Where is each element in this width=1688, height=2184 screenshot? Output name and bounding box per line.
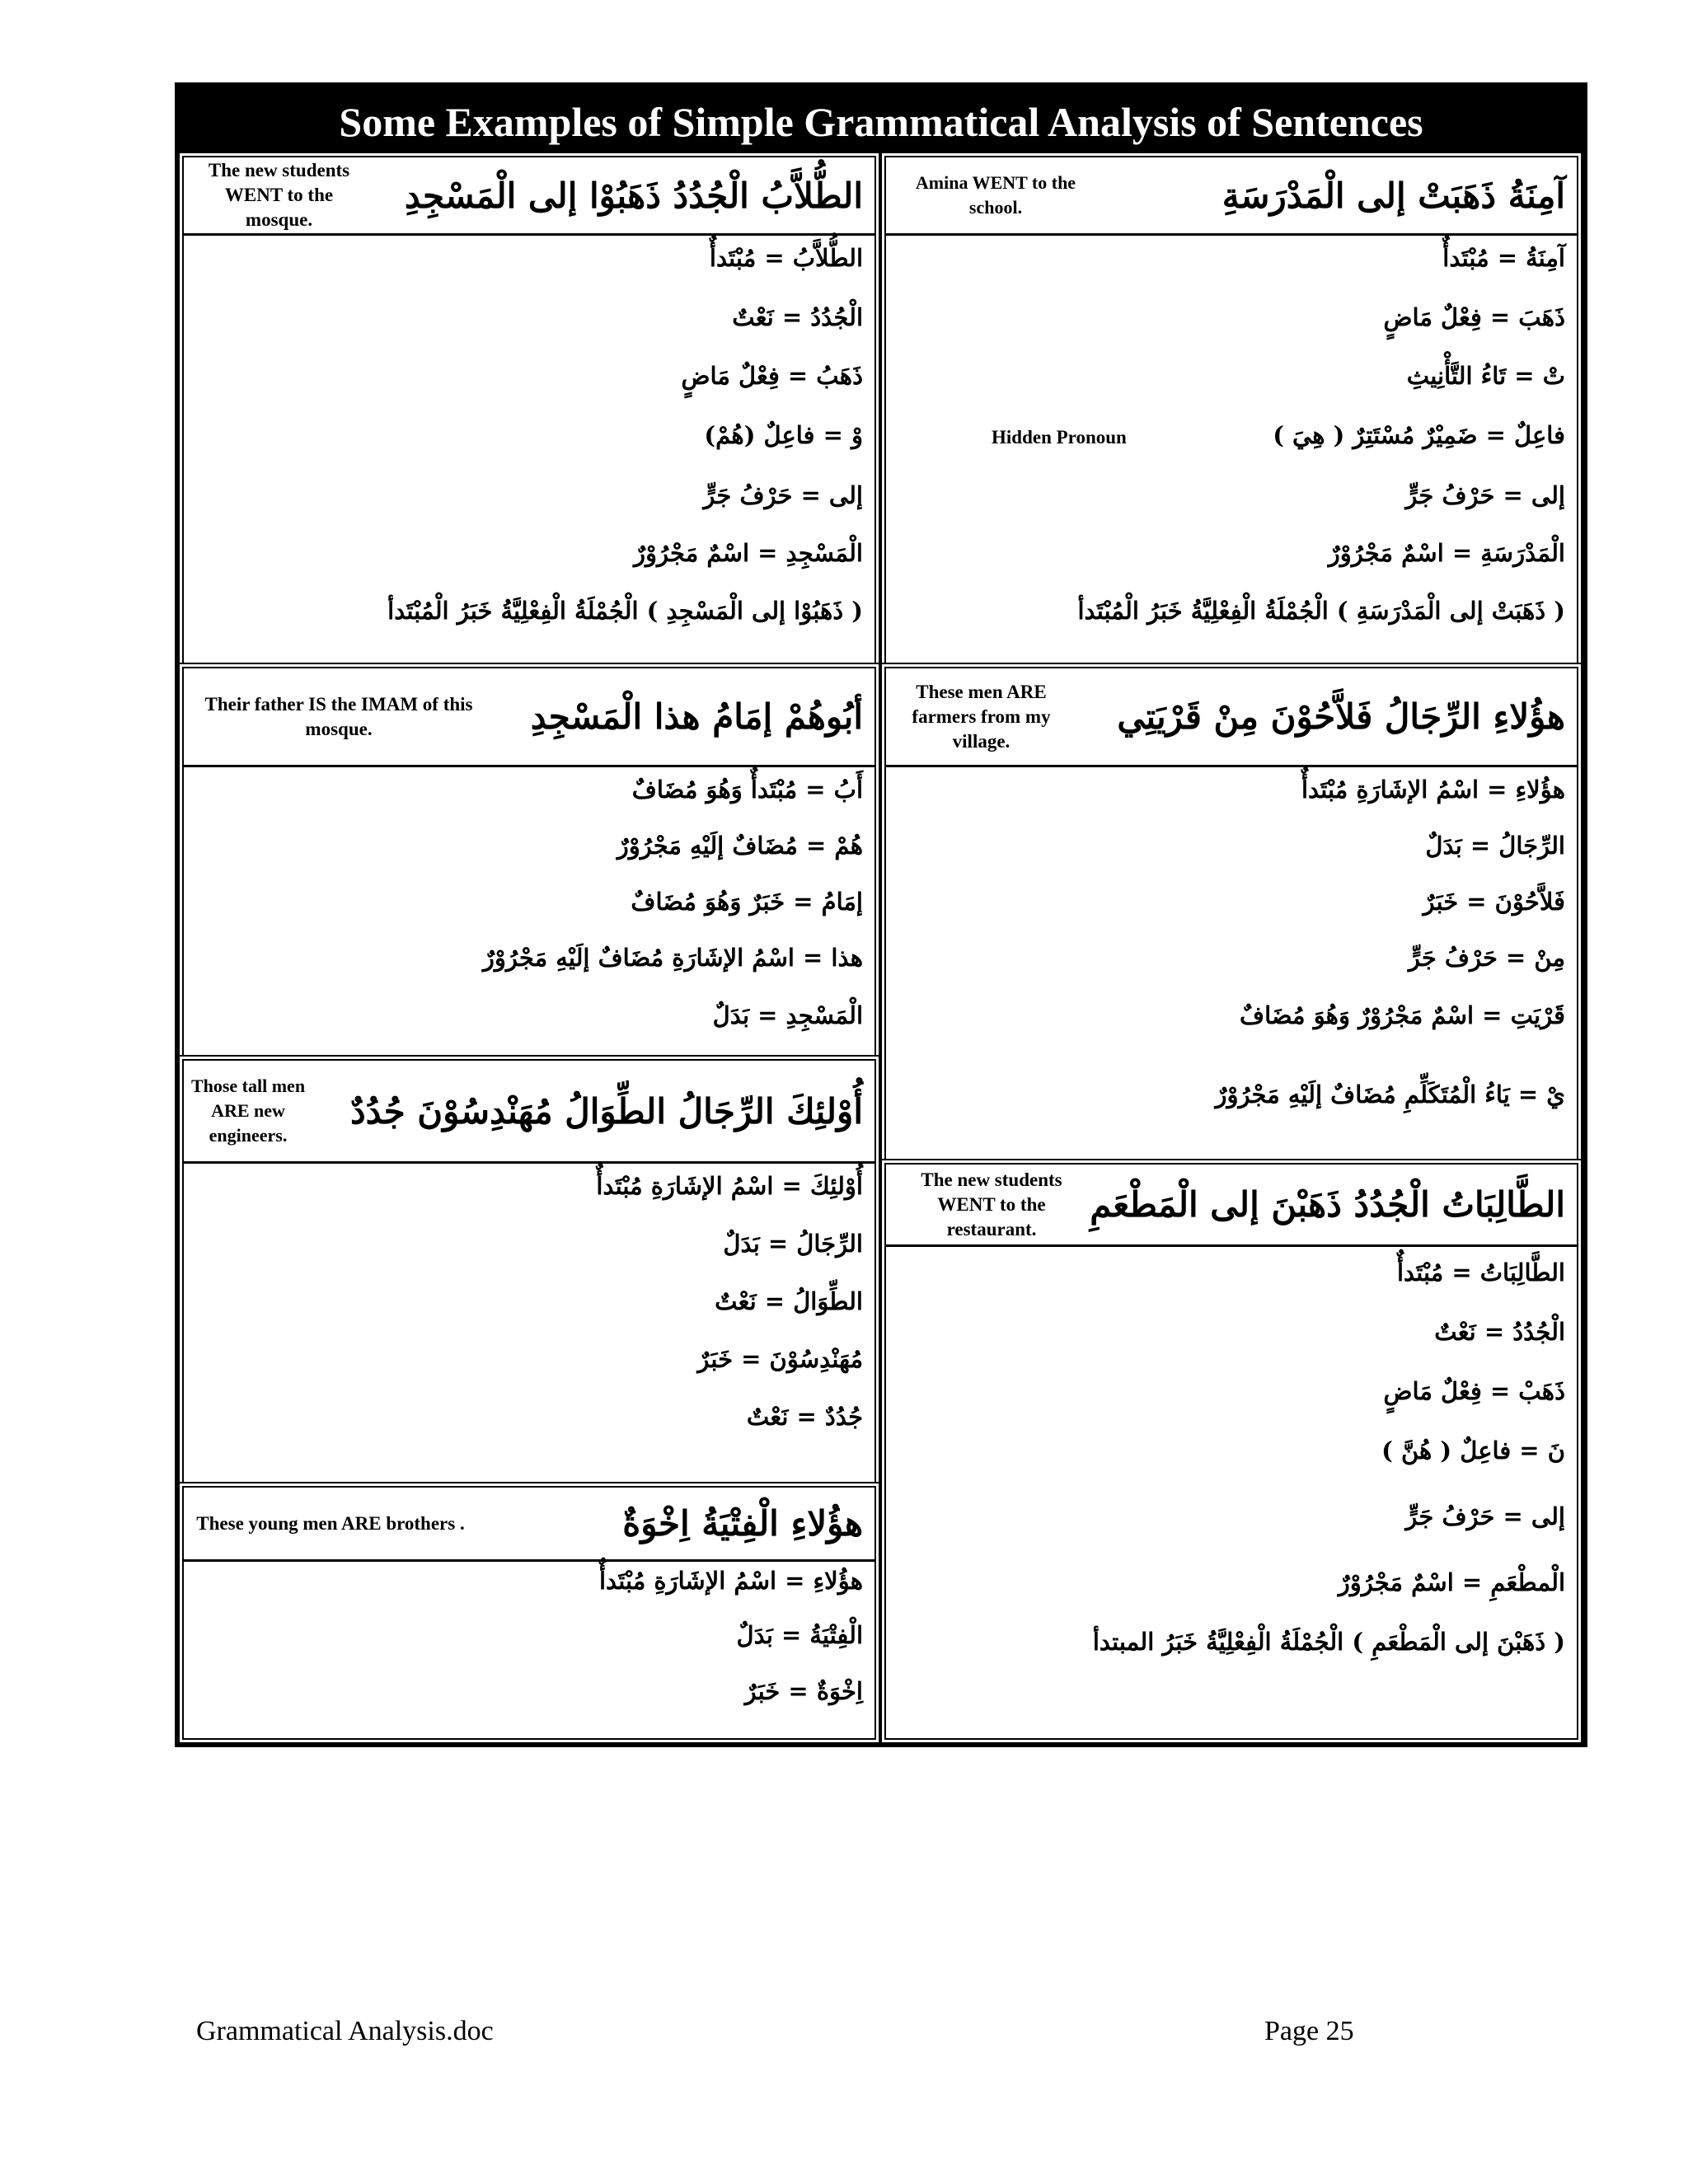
analysis-line: الرِّجَالُ = بَدَلٌ [723,1230,863,1258]
analysis-line: ذَهَبَ = فِعْلٌ مَاضٍ [1383,303,1565,331]
hidden-pronoun-note: Hidden Pronoun [992,427,1127,448]
analysis-line: إلى = حَرْفُ جَرٍّ [1405,1502,1565,1530]
analysis-line: الْجُدُدُ = نَعْتٌ [1434,1318,1565,1346]
panel-restaurant [880,1159,1582,1744]
analysis-line: آمِنَةُ = مُبْتَدأٌ [1442,244,1565,272]
analysis-line: ذَهَبْ = فِعْلٌ مَاضٍ [1383,1377,1565,1405]
analysis-line: وْ = فاعِلٌ (هُمْ) [704,421,863,449]
footer-page-number: Page 25 [1264,2016,1354,2046]
analysis-line: تْ = تَاءُ التَّأْنِيثِ [1406,362,1565,390]
analysis-line: قَرْيَتِ = اسْمٌ مَجْرُوْرٌ وَهُوَ مُضَافٌ [1240,1001,1565,1029]
panel-brothers-lines [184,1562,874,1738]
panel-amina-arabic: آمِنَةُ ذَهَبَتْ إلى الْمَدْرَسَةِ [1221,175,1565,216]
panel-students-header [184,157,874,236]
panel-engineers-arabic: أُوْلئِكَ الرِّجَالُ الطِّوَالُ مُهَنْدِسُوْنَ جُدُدٌ [349,1090,863,1132]
analysis-line: الطِّوَالُ = نَعْتٌ [715,1287,863,1315]
panel-farmers-header [886,668,1577,767]
panel-farmers-arabic: هؤُلاءِ الرِّجَالُ فَلاَّحُوْنَ مِنْ قَرْيَتِي [1117,696,1565,737]
panel-restaurant-english: The new students WENT to the restaurant. [921,1169,1062,1240]
analysis-line: هُمْ = مُضَافٌ إلَيْهِ مَجْرُوْرٌ [617,832,863,860]
panel-imam-header [184,668,874,767]
panel-amina-inner [884,156,1578,741]
panel-imam-arabic: أبُوهُمْ إمَامُ هذا الْمَسْجِدِ [530,696,863,737]
panel-brothers-english: These young men ARE brothers . [196,1512,465,1534]
analysis-line: يْ = يَاءُ الْمُتَكَلِّمِ مُضَافٌ إلَيْهِ مَجْرُوْرٌ [1215,1080,1565,1108]
page-title: Some Examples of Simple Grammatical Analysis of Sentences [339,99,1423,145]
analysis-line: الْجُدُدُ = نَعْتٌ [732,303,863,331]
panel-amina-english: Amina WENT to the school. [915,172,1076,218]
analysis-line: جُدُدٌ = نَعْتٌ [746,1403,863,1431]
panel-students-inner [182,156,876,741]
analysis-line: الطَّالِبَاتُ = مُبْتَدأٌ [1396,1258,1565,1286]
analysis-line: هؤُلاءِ = اسْمُ الإشَارَةِ مُبْتَدأٌ [1301,776,1565,804]
panel-engineers-english: Those tall men ARE new engineers. [190,1076,306,1146]
analysis-line: مِنْ = حَرْفُ جَرٍّ [1408,944,1565,972]
analysis-line: الْمَدْرَسَةِ = اسْمٌ مَجْرُوْرٌ [1328,539,1565,567]
panel-students [178,152,880,745]
analysis-line: ( ذَهَبْنَ إلى الْمَطْعَمِ ) الْجُمْلَةُ الْفِعْلِيَّةُ خَبَرُ المبتدأ [1092,1628,1565,1656]
panel-students-english: The new students WENT to the mosque. [208,160,350,230]
panel-brothers-inner [182,1486,876,1740]
panel-farmers-english: These men ARE farmers from my village. [912,681,1051,752]
analysis-line: هذا = اسْمُ الإشَارَةِ مُضَافٌ إلَيْهِ مَجْرُوْرٌ [482,944,863,972]
panel-imam-english: Their father IS the IMAM of this mosque. [204,693,473,739]
analysis-line: الْفِتْيَةُ = بَدَلٌ [736,1621,863,1649]
analysis-line: إلى = حَرْفُ جَرٍّ [1405,481,1565,509]
panel-brothers [178,1482,880,1744]
analysis-line: الْمطْعَمِ = اسْمٌ مَجْرُوْرٌ [1338,1568,1565,1596]
footer-filename: Grammatical Analysis.doc [196,2016,494,2046]
analysis-line: الطُّلاَّبُ = مُبْتَدأٌ [709,244,863,272]
analysis-line: الْمَسْجِدِ = بَدَلٌ [712,1001,863,1029]
analysis-line: فَلاَّحُوْنَ = خَبَرٌ [1423,888,1565,916]
analysis-line: إمَامُ = خَبَرٌ وَهُوَ مُضَافٌ [631,888,863,916]
panel-restaurant-arabic: الطَّالِبَاتُ الْجُدُدُ ذَهَبْنَ إلى الْمَطْعَمِ [1090,1184,1565,1225]
panel-brothers-arabic: هؤُلاءِ الْفِتْيَةُ اِخْوَةٌ [622,1503,863,1544]
panel-engineers-header [184,1061,874,1164]
analysis-line: الرِّجَالُ = بَدَلٌ [1425,832,1565,860]
analysis-line: الْمَسْجِدِ = اسْمٌ مَجْرُوْرٌ [634,539,863,567]
panel-students-arabic: الطُّلاَّبُ الْجُدُدُ ذَهَبُوْا إلى الْمَسْجِدِ [404,175,863,216]
analysis-line: أُوْلئِكَ = اسْمُ الإشَارَةِ مُبْتَدأٌ [596,1172,863,1200]
analysis-line: ( ذَهَبُوْا إلى الْمَسْجِدِ ) الْجُمْلَةُ الْفِعْلِيَّةُ خَبَرُ الْمُبْتَدأ [387,597,863,625]
panel-brothers-header [184,1488,874,1562]
panel-amina [880,152,1582,745]
panel-restaurant-header [886,1165,1577,1247]
analysis-line: مُهَنْدِسُوْنَ = خَبَرٌ [697,1345,863,1373]
analysis-line: هؤُلاءِ = اسْمُ الإشَارَةِ مُبْتَدأٌ [598,1567,863,1595]
analysis-line: إلى = حَرْفُ جَرٍّ [703,481,863,509]
panel-restaurant-lines [886,1247,1577,1738]
panel-restaurant-inner [884,1163,1578,1740]
analysis-line: فاعِلٌ = ضَمِيْرٌ مُسْتَتِرٌ ( هِيَ ) [1273,421,1565,449]
analysis-line: ذَهَبُ = فِعْلٌ مَاضٍ [681,362,863,390]
analysis-line: نَ = فاعِلٌ ( هُنَّ ) [1381,1436,1565,1465]
analysis-line: أَبُ = مُبْتَدأٌ وَهُوَ مُضَافٌ [631,776,863,804]
analysis-line: ( ذَهَبَتْ إلى الْمَدْرَسَةِ ) الْجُمْلَةُ الْفِعْلِيَّةُ خَبَرُ الْمُبْتَدأ [1077,597,1565,625]
analysis-line: اِخْوَةٌ = خَبَرٌ [744,1677,863,1705]
table-frame [175,82,1587,1747]
panel-amina-header [886,157,1577,236]
